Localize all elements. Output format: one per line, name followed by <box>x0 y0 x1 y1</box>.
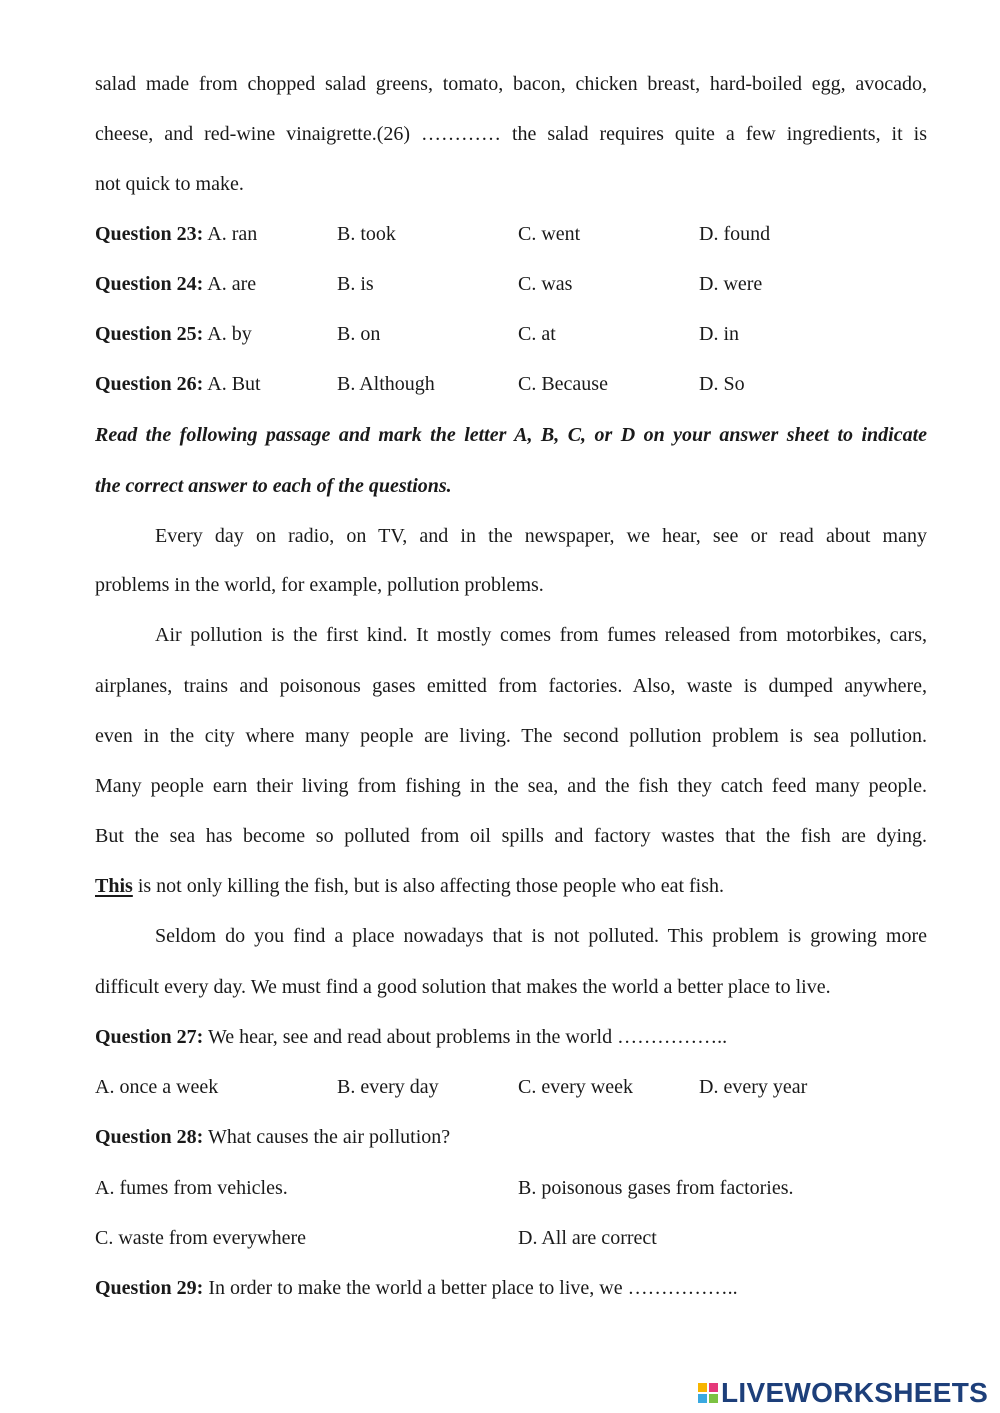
question-24 <box>95 271 256 297</box>
q27-option-c[interactable]: C. every week <box>518 1076 633 1098</box>
option-a[interactable]: A. But <box>207 373 261 395</box>
liveworksheets-logo <box>698 1378 988 1408</box>
question-23 <box>95 221 257 247</box>
logo-square-blue <box>698 1394 707 1403</box>
question-label: Question 24: <box>95 273 204 295</box>
passage-p2-line-6-rest: is not only killing the fish, but is also affecting those people who eat fish. <box>132 875 725 897</box>
option-c[interactable]: C. at <box>518 323 556 345</box>
passage-p1-line-2: problems in the world, for example, pollution problems. <box>95 574 544 596</box>
logo-square-green <box>709 1394 718 1403</box>
question-label: Question 28: <box>95 1126 204 1148</box>
instruction-line-1: Read the following passage and mark the letter A, B, C, or D on your answer sheet to indicate <box>95 424 927 446</box>
q27-option-a[interactable]: A. once a week <box>95 1076 219 1098</box>
question-label: Question 26: <box>95 373 204 395</box>
liveworksheets-logo-icon <box>698 1383 718 1403</box>
q28-option-b[interactable]: B. poisonous gases from factories. <box>518 1177 794 1199</box>
option-d[interactable]: D. So <box>699 373 745 395</box>
option-c[interactable]: C. was <box>518 273 573 295</box>
question-26 <box>95 371 261 397</box>
option-c[interactable]: C. went <box>518 223 581 245</box>
q27-option-b[interactable]: B. every day <box>337 1076 439 1098</box>
question-label: Question 29: <box>95 1277 204 1299</box>
question-label: Question 27: <box>95 1026 204 1048</box>
option-b[interactable]: B. on <box>337 323 381 345</box>
passage-p2-line-4: Many people earn their living from fishing in the sea, and the fish they catch feed many people. <box>95 775 927 797</box>
question-text: What causes the air pollution? <box>203 1126 451 1148</box>
question-text: In order to make the world a better place to live, we …………….. <box>203 1277 738 1299</box>
option-b[interactable]: B. took <box>337 223 396 245</box>
passage-p2-line-2: airplanes, trains and poisonous gases emitted from factories. Also, waste is dumped anywhere, <box>95 675 927 697</box>
q27-option-d[interactable]: D. every year <box>699 1076 808 1098</box>
passage-tail-line-3: not quick to make. <box>95 173 244 195</box>
question-27 <box>95 1024 927 1050</box>
logo-text: LIVEWORKSHEETS <box>721 1377 989 1408</box>
logo-square-pink <box>709 1383 718 1392</box>
passage-tail-line-1: salad made from chopped salad greens, tomato, bacon, chicken breast, hard-boiled egg, avocado, <box>95 73 927 95</box>
referent-word: This <box>95 875 133 897</box>
passage-p2-line-1: Air pollution is the first kind. It mostly comes from fumes released from motorbikes, cars, <box>155 624 927 646</box>
option-a[interactable]: A. are <box>207 273 257 295</box>
option-a[interactable]: A. ran <box>207 223 258 245</box>
passage-p2-line-5: But the sea has become so polluted from oil spills and factory wastes that the fish are dying. <box>95 825 927 847</box>
passage-p3-line-1: Seldom do you find a place nowadays that is not polluted. This problem is growing more <box>155 925 927 947</box>
question-label: Question 25: <box>95 323 204 345</box>
passage-p2-line-6 <box>95 873 927 899</box>
option-d[interactable]: D. were <box>699 273 763 295</box>
option-d[interactable]: D. in <box>699 323 739 345</box>
passage-p2-line-3: even in the city where many people are living. The second pollution problem is sea pollution. <box>95 725 927 747</box>
option-a[interactable]: A. by <box>207 323 252 345</box>
q28-option-d[interactable]: D. All are correct <box>518 1227 657 1249</box>
passage-p3-line-2: difficult every day. We must find a good solution that makes the world a better place to live. <box>95 976 831 998</box>
question-29 <box>95 1275 927 1301</box>
option-b[interactable]: B. Although <box>337 373 435 395</box>
question-25 <box>95 321 252 347</box>
passage-p1-line-1: Every day on radio, on TV, and in the newspaper, we hear, see or read about many <box>155 525 927 547</box>
option-d[interactable]: D. found <box>699 223 771 245</box>
q28-option-c[interactable]: C. waste from everywhere <box>95 1227 307 1249</box>
option-c[interactable]: C. Because <box>518 373 608 395</box>
passage-tail-line-2: cheese, and red-wine vinaigrette.(26) ………… the salad requires quite a few ingredients, it is <box>95 123 927 145</box>
question-label: Question 23: <box>95 223 204 245</box>
question-28 <box>95 1124 927 1150</box>
logo-square-yellow <box>698 1383 707 1392</box>
instruction-line-2: the correct answer to each of the questions. <box>95 475 452 497</box>
q28-option-a[interactable]: A. fumes from vehicles. <box>95 1177 288 1199</box>
question-text: We hear, see and read about problems in the world …………….. <box>203 1026 728 1048</box>
option-b[interactable]: B. is <box>337 273 374 295</box>
